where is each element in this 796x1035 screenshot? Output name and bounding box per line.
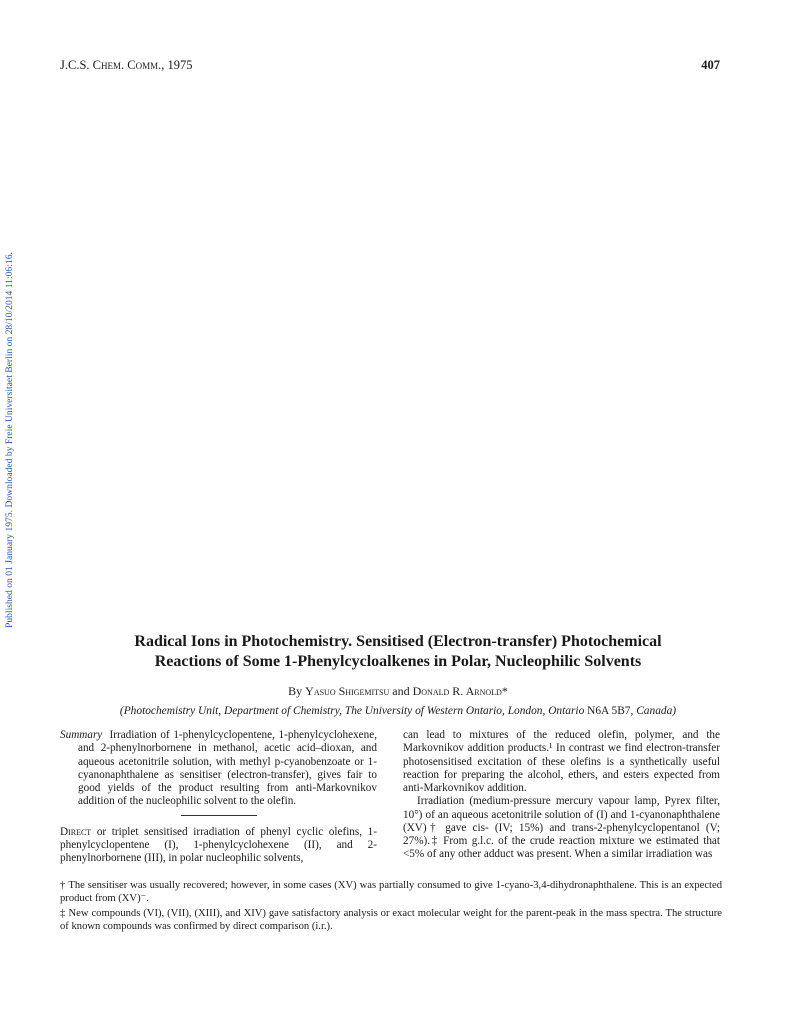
page-number: 407 — [701, 58, 720, 72]
paragraph-1 — [60, 826, 377, 866]
by-label: By — [288, 684, 303, 698]
affiliation-country: Canada) — [636, 705, 677, 717]
running-head: J.C.S. Chem. Comm., 1975 — [60, 58, 193, 72]
postal-code: N6A 5B7, — [587, 705, 634, 717]
paragraph-2: can lead to mixtures of the reduced olefin, polymer, and the Markovnikov addition products.¹ In contrast we find electron-transfer photosensitised excitation of these olefins is a synthetically useful reaction for preparing the alcohol, ethers, and esters expected from anti-Markovnikov addition. — [403, 729, 720, 794]
section-divider — [181, 815, 257, 816]
author-2: Donald R. Arnold* — [412, 684, 508, 698]
footnote-double-dagger: ‡ New compounds (VI), (VII), (XIII), and XIV) gave satisfactory analysis or exact molecular weight for the parent-peak in the mass spectra. The structure of known compounds was confirmed by direct comparison (i.r.). — [60, 908, 722, 932]
summary — [60, 729, 377, 809]
left-column — [60, 729, 377, 865]
and-label: and — [392, 684, 410, 698]
title-line-1: Radical Ions in Photochemistry. Sensitised (Electron-transfer) Photochemical — [134, 633, 662, 650]
footnote-dagger: † The sensitiser was usually recovered; however, in some cases (XV) was partially consumed to give 1-cyano-3,4-dihydronaphthalene. This is an expected product from (XV)⁻. — [60, 880, 722, 904]
summary-text: Irradiation of 1-phenylcyclopentene, 1-phenylcyclohexene, and 2-phenylnorbornene in methanol, acetic acid–dioxan, and aqueous acetonitrile solution, with methyl p-cyanobenzoate or 1-cyanonaphthalene as sensitiser (electron-transfer), gives fair to good yields of the product resulting from anti-Markovnikov addition of the nucleophilic solvent to the olefin. — [78, 729, 377, 808]
download-note-text[interactable]: Published on 01 January 1975. Downloaded by Freie Universitaet Berlin on 28/10/2014 11:06:16. — [4, 252, 15, 628]
affiliation-text: (Photochemistry Unit, Department of Chemistry, The University of Western Ontario, London, Ontario — [119, 705, 585, 717]
right-column — [403, 729, 720, 862]
author-1: Yasuo Shigemitsu — [305, 684, 390, 698]
paragraph-3: Irradiation (medium-pressure mercury vapour lamp, Pyrex filter, 10°) of an aqueous acetonitrile solution of (I) and 1-cyanonaphthalene (XV)† gave cis- (IV; 15%) and trans-2-phenylcyclopentanol (V; 27%).‡ From g.l.c. of the crude reaction mixture we estimated that <5% of any other adduct was present. When a similar irradiation was — [403, 795, 720, 861]
article-title — [40, 632, 756, 672]
title-line-2: Reactions of Some 1-Phenylcycloalkenes in Polar, Nucleophilic Solvents — [154, 653, 642, 670]
lead-word: Direct — [60, 825, 92, 838]
author-line — [40, 684, 756, 699]
affiliation — [40, 705, 756, 717]
paragraph-1-text: or triplet sensitised irradiation of phenyl cyclic olefins, 1-phenylcyclopentene (I), 1-phenylcyclohexene (II), and 2-phenylnorbornene (III), in polar nucleophilic solvents, — [60, 825, 377, 864]
summary-label: Summary — [60, 729, 103, 741]
